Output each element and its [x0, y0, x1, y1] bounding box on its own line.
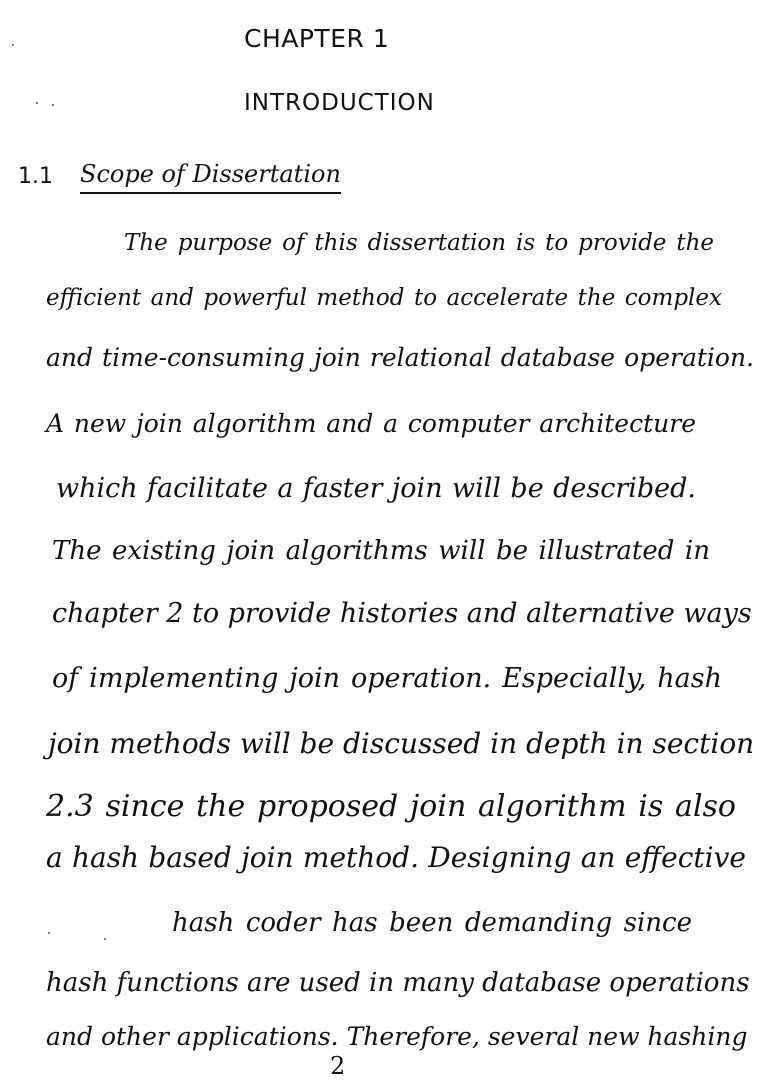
body-line-5: which facilitate a faster join will be described.	[56, 473, 696, 504]
body-line-6: The existing join algorithms will be illustrated in	[52, 536, 710, 566]
body-line-2: efficient and powerful method to accelerate the complex	[46, 285, 722, 311]
body-line-8: of implementing join operation. Especially, hash	[52, 663, 722, 694]
body-line-7: chapter 2 to provide histories and alternative ways	[52, 598, 752, 629]
section-number: 1.1	[18, 164, 53, 189]
body-line-4: A new join algorithm and a computer architecture	[46, 409, 696, 438]
scan-speck	[48, 932, 50, 934]
scan-speck	[104, 938, 106, 940]
chapter-title: CHAPTER 1	[244, 24, 390, 53]
body-line-11: a hash based join method. Designing an effective	[46, 841, 746, 874]
section-title: Scope of Dissertation	[80, 160, 341, 194]
scan-speck	[52, 104, 54, 106]
scan-speck	[36, 102, 38, 104]
body-line-3: and time-consuming join relational database operation.	[46, 343, 754, 372]
chapter-subtitle: INTRODUCTION	[244, 90, 435, 116]
body-line-12: hash coder has been demanding since	[172, 908, 692, 938]
body-line-9: join methods will be discussed in depth in section	[48, 727, 755, 760]
body-line-10: 2.3 since the proposed join algorithm is also	[46, 789, 736, 824]
body-line-1: The purpose of this dissertation is to provide the	[124, 230, 714, 256]
scan-speck	[12, 44, 14, 46]
page-number: 2	[330, 1052, 346, 1080]
body-line-13: hash functions are used in many database operations	[46, 968, 750, 998]
body-line-14: and other applications. Therefore, several new hashing	[46, 1022, 748, 1051]
